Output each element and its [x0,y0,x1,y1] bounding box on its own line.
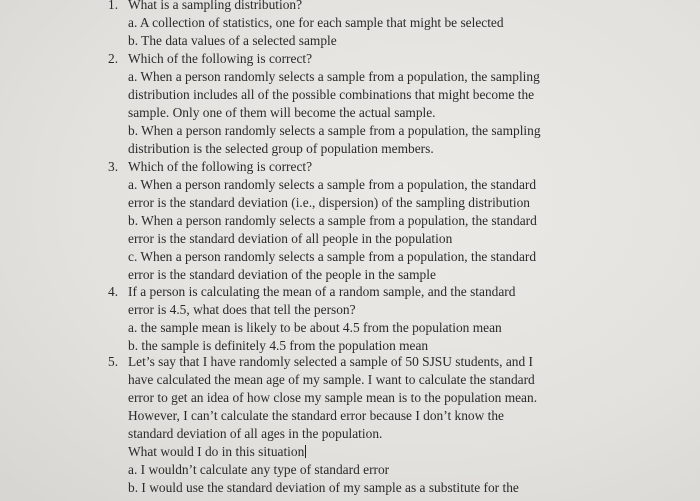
option-a [128,14,578,32]
question-5 [108,353,578,497]
question-number: 5. [108,354,119,369]
question-stem [128,50,578,68]
option-line: b. When a person randomly selects a sample from a population, the sampling [128,123,541,138]
question-4 [108,283,578,355]
question-stem [128,353,578,461]
option-line: a. When a person randomly selects a sample from a population, the standard [128,177,537,192]
stem-line-with-cursor[interactable] [128,443,578,461]
option-a [128,461,578,479]
option-a [128,176,578,212]
question-1 [108,0,578,50]
question-2 [108,50,578,158]
option-c [128,248,578,284]
stem-line: standard deviation of all ages in the population. [128,426,383,441]
option-b [128,479,578,497]
option-line: sample. Only one of them will become the actual sample. [128,105,436,120]
stem-line: have calculated the mean age of my sample. I want to calculate the standard [128,372,535,387]
stem-line: However, I can’t calculate the standard error because I don’t know the [128,408,504,423]
option-line: error is the standard deviation of the people in the sample [128,267,436,282]
option-line: b. The data values of a selected sample [128,33,337,48]
option-line: a. the sample mean is likely to be about 4.5 from the population mean [128,320,502,335]
question-number: 1. [108,0,119,12]
option-a [128,319,578,337]
option-line: distribution includes all of the possible combinations that might become the [128,87,535,102]
option-line: b. I would use the standard deviation of my sample as a substitute for the [128,480,519,495]
stem-line: Let’s say that I have randomly selected a sample of 50 SJSU students, and I [128,354,533,369]
option-b [128,32,578,50]
option-b [128,212,578,248]
option-b [128,122,578,158]
option-line: b. When a person randomly selects a sample from a population, the standard [128,213,537,228]
option-line: a. When a person randomly selects a sample from a population, the sampling [128,69,540,84]
option-line: error is the standard deviation (i.e., dispersion) of the sampling distribution [128,195,531,210]
stem-line: error is 4.5, what does that tell the person? [128,302,356,317]
option-line: distribution is the selected group of population members. [128,141,434,156]
option-line: c. When a person randomly selects a sample from a population, the standard [128,249,537,264]
question-number: 2. [108,51,119,66]
stem-line: What is a sampling distribution? [128,0,303,12]
option-line: a. I wouldn’t calculate any type of standard error [128,462,390,477]
question-stem [128,283,578,319]
question-stem [128,158,578,176]
question-number: 3. [108,159,119,174]
text-cursor [305,445,306,458]
option-line: error is the standard deviation of all people in the population [128,231,453,246]
stem-line: What would I do in this situation [128,444,305,459]
option-line: a. A collection of statistics, one for each sample that might be selected [128,15,504,30]
stem-line: If a person is calculating the mean of a random sample, and the standard [128,284,516,299]
stem-line: Which of the following is correct? [128,159,313,174]
option-a [128,68,578,122]
stem-line: error to get an idea of how close my sample mean is to the population mean. [128,390,538,405]
question-stem [128,0,578,14]
stem-line: Which of the following is correct? [128,51,313,66]
option-line: b. the sample is definitely 4.5 from the population mean [128,338,429,353]
question-3 [108,158,578,284]
question-number: 4. [108,284,119,299]
